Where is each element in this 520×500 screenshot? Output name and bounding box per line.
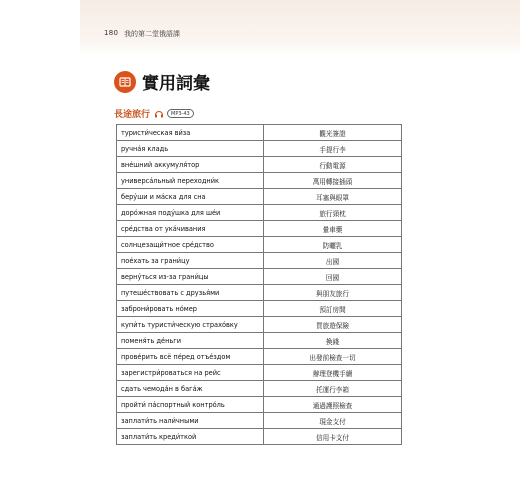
russian-term: верну́ться из-за грани́цы xyxy=(117,269,264,285)
russian-term: туристи́ческая ви́за xyxy=(117,125,264,141)
chinese-translation: 耳塞與眼罩 xyxy=(264,189,402,205)
russian-term: универса́льный переходни́к xyxy=(117,173,264,189)
subsection-title: 長途旅行 xyxy=(114,110,151,120)
chinese-translation: 信用卡支付 xyxy=(264,429,402,445)
chinese-translation: 萬用轉接插頭 xyxy=(264,173,402,189)
chinese-translation: 預訂房間 xyxy=(264,301,402,317)
russian-term: поменя́ть де́ньги xyxy=(117,333,264,349)
table-row xyxy=(117,189,402,205)
chinese-translation: 旅行頸枕 xyxy=(264,205,402,221)
russian-term: пое́хать за грани́цу xyxy=(117,253,264,269)
chinese-translation: 托運行李箱 xyxy=(264,381,402,397)
table-row xyxy=(117,381,402,397)
russian-term: ручна́я кладь xyxy=(117,141,264,157)
table-row xyxy=(117,141,402,157)
russian-term: заплати́ть креди́ткой xyxy=(117,429,264,445)
table-row xyxy=(117,269,402,285)
chinese-translation: 現金支付 xyxy=(264,413,402,429)
table-row xyxy=(117,301,402,317)
table-row xyxy=(117,333,402,349)
book-title: 我的第二堂俄語課 xyxy=(124,30,180,38)
russian-term: заброни́ровать но́мер xyxy=(117,301,264,317)
russian-term: путеше́ствовать с друзья́ми xyxy=(117,285,264,301)
chinese-translation: 出發前檢查一切 xyxy=(264,349,402,365)
russian-term: беру́ши и ма́ска для сна xyxy=(117,189,264,205)
vocabulary-table xyxy=(116,124,402,445)
header-band xyxy=(80,0,520,56)
chinese-translation: 與朋友旅行 xyxy=(264,285,402,301)
table-row xyxy=(117,125,402,141)
russian-term: вне́шний аккумуля́тор xyxy=(117,157,264,173)
mp3-track-tag: MP3-43 xyxy=(167,109,194,118)
chinese-translation: 買旅遊保險 xyxy=(264,317,402,333)
table-row xyxy=(117,237,402,253)
russian-term: заплати́ть нали́чными xyxy=(117,413,264,429)
russian-term: сдать чемода́н в бага́ж xyxy=(117,381,264,397)
table-row xyxy=(117,413,402,429)
table-row xyxy=(117,157,402,173)
chinese-translation: 出國 xyxy=(264,253,402,269)
table-row xyxy=(117,173,402,189)
russian-term: купи́ть туристи́ческую страхо́вку xyxy=(117,317,264,333)
table-row xyxy=(117,365,402,381)
chinese-translation: 觀光簽證 xyxy=(264,125,402,141)
russian-term: пройти́ па́спортный контро́ль xyxy=(117,397,264,413)
chinese-translation: 辦理登機手續 xyxy=(264,365,402,381)
table-row xyxy=(117,205,402,221)
russian-term: сре́дства от ука́чивания xyxy=(117,221,264,237)
chinese-translation: 回國 xyxy=(264,269,402,285)
russian-term: доро́жная поду́шка для ше́и xyxy=(117,205,264,221)
russian-term: прове́рить всё пе́ред отъе́здом xyxy=(117,349,264,365)
chinese-translation: 通過護照檢查 xyxy=(264,397,402,413)
chinese-translation: 手提行李 xyxy=(264,141,402,157)
headphones-icon[interactable] xyxy=(154,109,164,119)
section-title: 實用詞彙 xyxy=(142,74,210,94)
chinese-translation: 行動電源 xyxy=(264,157,402,173)
table-row xyxy=(117,221,402,237)
chinese-translation: 防曬乳 xyxy=(264,237,402,253)
table-row xyxy=(117,285,402,301)
table-row xyxy=(117,253,402,269)
subsection-heading xyxy=(114,107,194,120)
page-number: 180 xyxy=(104,29,119,37)
table-row xyxy=(117,349,402,365)
chinese-translation: 暈車藥 xyxy=(264,221,402,237)
table-row xyxy=(117,397,402,413)
section-heading xyxy=(114,69,210,94)
vocabulary-badge-icon xyxy=(114,71,136,93)
chinese-translation: 換錢 xyxy=(264,333,402,349)
table-row xyxy=(117,429,402,445)
russian-term: зарегистри́роваться на рейс xyxy=(117,365,264,381)
russian-term: солнцезащи́тное сре́дство xyxy=(117,237,264,253)
table-row xyxy=(117,317,402,333)
